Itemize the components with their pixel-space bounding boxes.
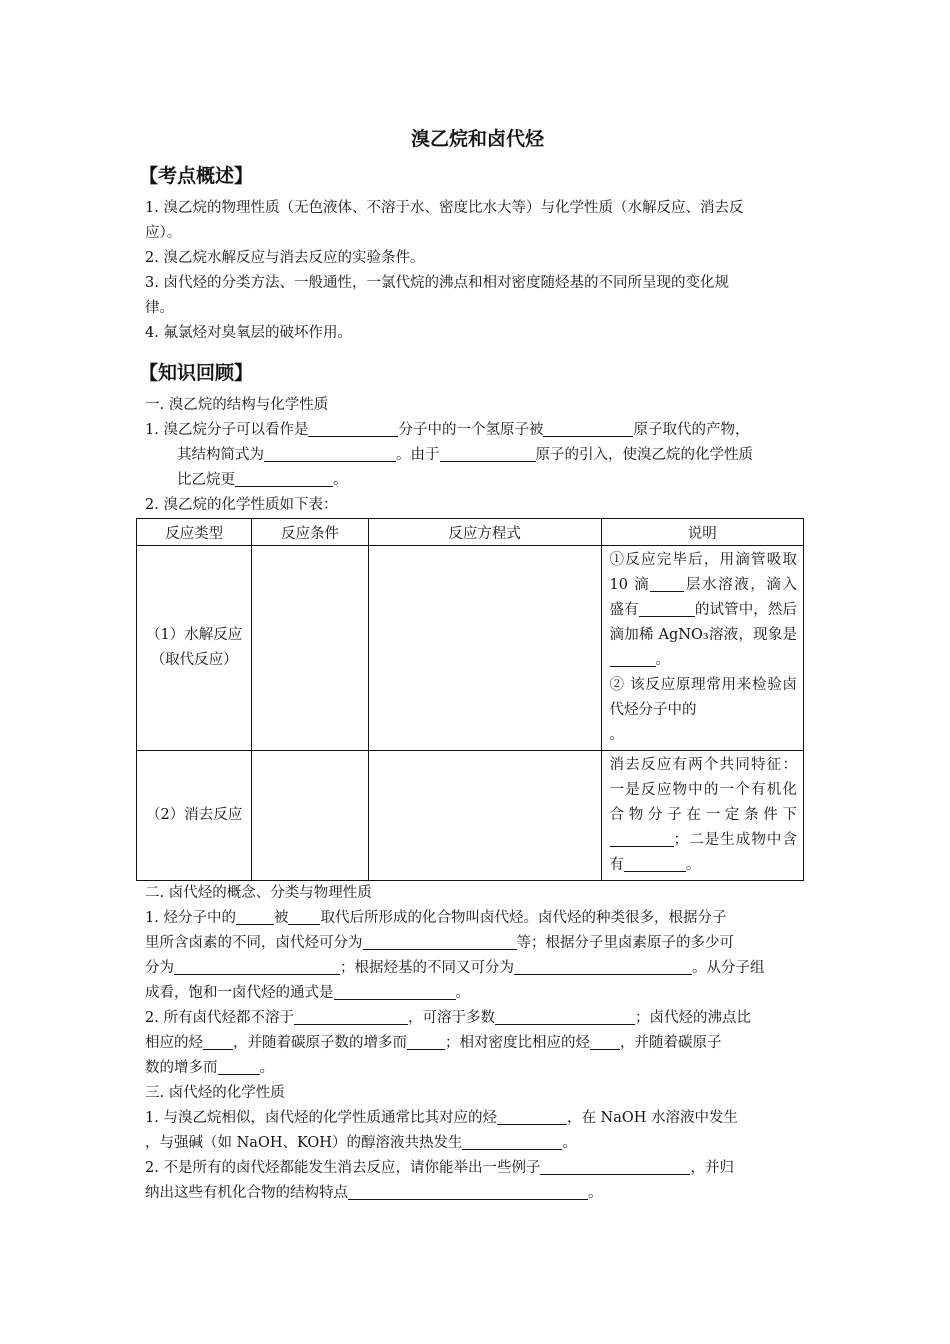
table-header-row (137, 519, 804, 546)
fill-blank[interactable] (236, 907, 274, 925)
part2-p1-line3: 分为 ；根据烃基的不同又可分为 。从分子组 (145, 956, 810, 981)
overview-item: 4. 氟氯烃对臭氧层的破坏作用。 (145, 325, 352, 341)
fill-blank[interactable] (334, 982, 456, 1000)
part1-q1-line2: 其结构简式为 。由于 原子的引入，使溴乙烷的化学性质 (145, 443, 810, 468)
part3-heading: 三. 卤代烃的化学性质 (145, 1085, 285, 1101)
part2-heading: 二. 卤代烃的概念、分类与物理性质 (145, 885, 372, 901)
section-overview-heading: 【考点概述】 (139, 165, 254, 187)
fill-blank[interactable] (650, 574, 684, 592)
equation-answer-cell[interactable] (368, 751, 601, 881)
fill-blank[interactable] (610, 649, 656, 667)
overview-item: 1. 溴乙烷的物理性质（无色液体、不溶于水、密度比水大等）与化学性质（水解反应、消去反 (145, 200, 744, 216)
part1-q1-line1: 1. 溴乙烷分子可以看作是 分子中的一个氢原子被 原子取代的产物， (145, 418, 810, 443)
fill-blank[interactable] (288, 907, 320, 925)
part2-p1-line4: 成看，饱和一卤代烃的通式是 。 (145, 981, 810, 1006)
overview-item: 3. 卤代烃的分类方法、一般通性，一氯代烷的沸点和相对密度随烃基的不同所呈现的变化规 (145, 275, 729, 291)
table-header-cell: 反应方程式 (368, 519, 601, 546)
page-title: 溴乙烷和卤代烃 (410, 128, 544, 150)
fill-blank[interactable] (407, 1032, 445, 1050)
table-header-cell: 反应类型 (137, 519, 252, 546)
reaction-type-cell: （2）消去反应 (137, 751, 252, 881)
part3-p1-line2: ，与强碱（如 NaOH、KOH）的醇溶液共热发生 。 (145, 1131, 810, 1156)
fill-blank[interactable] (497, 1107, 567, 1125)
fill-blank[interactable] (363, 932, 517, 950)
fill-blank[interactable] (294, 1007, 408, 1025)
equation-answer-cell[interactable] (368, 546, 601, 751)
table-row (137, 546, 804, 751)
part1-q1-line3: 比乙烷更 。 (145, 468, 810, 493)
reaction-type-cell: （1）水解反应 （取代反应） (137, 546, 252, 751)
part3-p2-line2: 纳出这些有机化合物的结构特点 。 (145, 1181, 810, 1206)
fill-blank[interactable] (540, 1157, 690, 1175)
section-review-heading: 【知识回顾】 (139, 362, 254, 384)
worksheet-page (139, 120, 810, 1206)
part3-p1-line1: 1. 与溴乙烷相似，卤代烃的化学性质通常比其对应的烃 ，在 NaOH 水溶液中发生 (145, 1106, 810, 1131)
reaction-table (136, 518, 804, 881)
fill-blank[interactable] (308, 419, 398, 437)
fill-blank[interactable] (440, 444, 536, 462)
part1-heading: 一. 溴乙烷的结构与化学性质 (145, 397, 329, 413)
part3-p2-line1: 2. 不是所有的卤代烃都能发生消去反应，请你能举出一些例子 ，并归 (145, 1156, 810, 1181)
fill-blank[interactable] (610, 829, 674, 847)
condition-answer-cell[interactable] (252, 751, 368, 881)
note-cell: 消去反应有两个共同特征：一是反应物中的一个有机化合物分子在一定条件下；二是生成物中含有 。 (601, 751, 803, 881)
fill-blank[interactable] (348, 1182, 588, 1200)
fill-blank[interactable] (235, 469, 333, 487)
fill-blank[interactable] (264, 444, 396, 462)
fill-blank[interactable] (514, 957, 692, 975)
overview-item: 2. 溴乙烷水解反应与消去反应的实验条件。 (145, 250, 425, 266)
fill-blank[interactable] (543, 419, 633, 437)
part2-p2-line3: 数的增多而 。 (145, 1056, 810, 1081)
overview-list (145, 196, 810, 346)
table-row (137, 751, 804, 881)
part2-p2-line2: 相应的烃 ，并随着碳原子数的增多而 ；相对密度比相应的烃 ，并随着碳原子 (145, 1031, 810, 1056)
fill-blank[interactable] (495, 1007, 635, 1025)
fill-blank[interactable] (174, 957, 340, 975)
fill-blank[interactable] (624, 854, 686, 872)
part2-p2-line1: 2. 所有卤代烃都不溶于 ，可溶于多数 ；卤代烃的沸点比 (145, 1006, 810, 1031)
fill-blank[interactable] (203, 1032, 233, 1050)
part2-p1-line2: 里所含卤素的不同，卤代烃可分为 等；根据分子里卤素原子的多少可 (145, 931, 810, 956)
table-header-cell: 反应条件 (252, 519, 368, 546)
table-header-cell: 说明 (601, 519, 803, 546)
part2-p1-line1: 1. 烃分子中的 被 取代后所形成的化合物叫卤代烃。卤代烃的种类很多，根据分子 (145, 906, 810, 931)
fill-blank[interactable] (590, 1032, 620, 1050)
note-cell: ①反应完毕后，用滴管吸取 10 滴 层水溶液，滴入盛有 的试管中，然后滴加稀 AgNO₃溶液，现象是。 ② 该反应原理常用来检验卤代烃分子中的 。 (601, 546, 803, 751)
overview-item: 律。 (145, 300, 174, 316)
part1-q2: 2. 溴乙烷的化学性质如下表： (145, 497, 338, 513)
fill-blank[interactable] (639, 599, 695, 617)
overview-item: 应）。 (145, 225, 182, 241)
condition-answer-cell[interactable] (252, 546, 368, 751)
fill-blank[interactable] (462, 1132, 562, 1150)
fill-blank[interactable] (218, 1057, 260, 1075)
